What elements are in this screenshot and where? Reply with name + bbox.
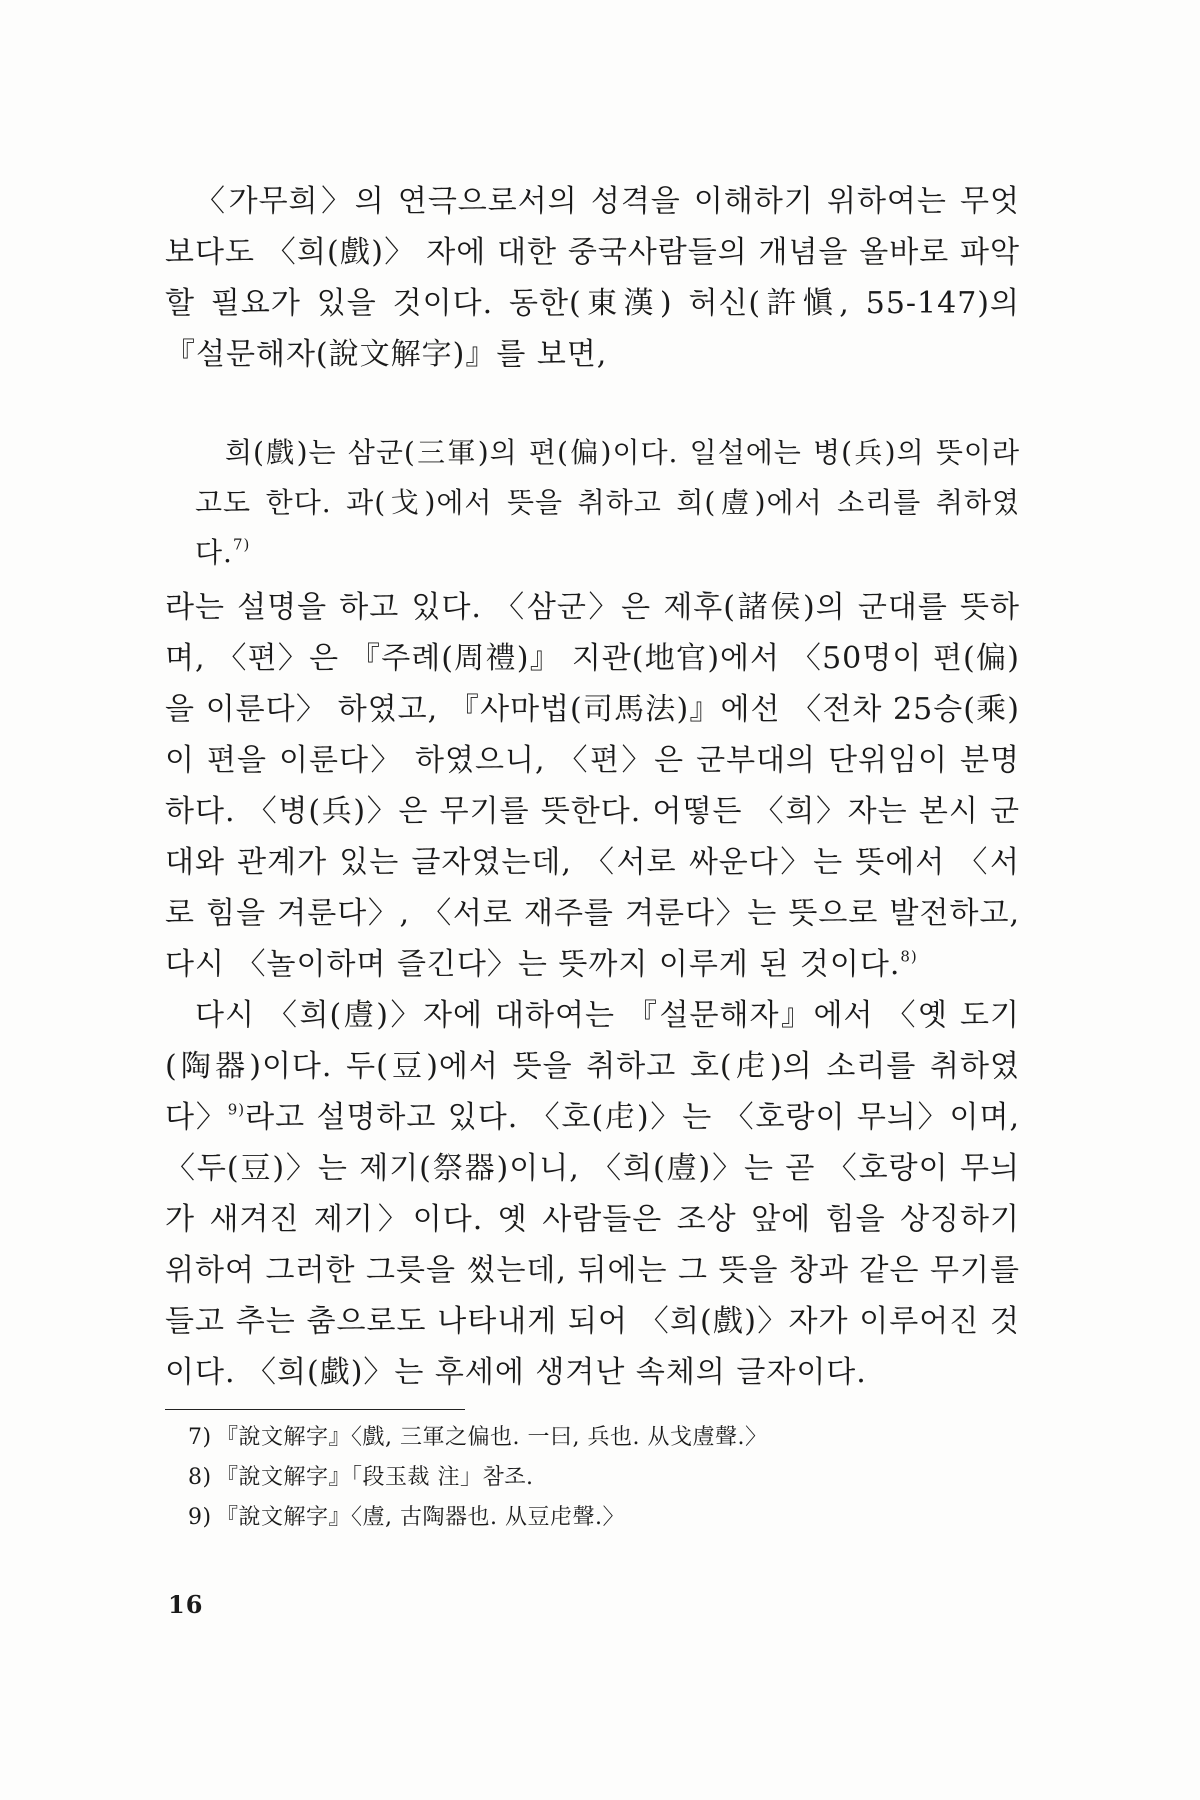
footnote-number: 8) (188, 1465, 212, 1490)
block-quote (195, 428, 1020, 578)
body-paragraph-2-text-b: 라고 설명하고 있다. 〈호(虍)〉는 〈호랑이 무늬〉이며, 〈두(豆)〉는 제기(祭器)이니, 〈희(䖒)〉는 곧 〈호랑이 무늬가 새겨진 제기〉이다. 옛 사람들은 조상 앞에 힘을 상징하기 위하여 그러한 그릇을 썼는데, 뒤에는 그 뜻을 창과 같은 무기를 들고 추는 춤으로도 나타내게 되어 〈희(戲)〉자가 이루어진 것이다. 〈희(戱)〉는 후세에 생겨난 속체의 글자이다. (165, 1100, 1020, 1390)
footnote-item (188, 1418, 1008, 1458)
footnotes (188, 1418, 1008, 1538)
quote-text: 희(戲)는 삼군(三軍)의 편(偏)이다. 일설에는 병(兵)의 뜻이라고도 한다. 과(戈)에서 뜻을 취하고 희(䖒)에서 소리를 취하였다. (195, 436, 1020, 569)
footnote-divider (165, 1409, 465, 1410)
body-paragraph-1-text: 라는 설명을 하고 있다. 〈삼군〉은 제후(諸侯)의 군대를 뜻하며, 〈편〉은 『주례(周禮)』 지관(地官)에서 〈50명이 편(偏)을 이룬다〉 하였고, 『사마법(司馬法)』에선 〈전차 25승(乘)이 편을 이룬다〉 하였으니, 〈편〉은 군부대의 단위임이 분명하다. 〈병(兵)〉은 무기를 뜻한다. 어떻든 〈희〉자는 본시 군대와 관계가 있는 글자였는데, 〈서로 싸운다〉는 뜻에서 〈서로 힘을 겨룬다〉, 〈서로 재주를 겨룬다〉는 뜻으로 발전하고, 다시 〈놀이하며 즐긴다〉는 뜻까지 이루게 된 것이다. (165, 590, 1020, 982)
footnote-item (188, 1458, 1008, 1498)
intro-section (165, 176, 1020, 380)
intro-paragraph: 〈가무희〉의 연극으로서의 성격을 이해하기 위하여는 무엇보다도 〈희(戲)〉 자에 대한 중국사람들의 개념을 올바로 파악할 필요가 있을 것이다. 동한(東漢) 허신(許愼, 55-147)의 『설문해자(說文解字)』를 보면, (165, 184, 1020, 372)
page-number: 16 (168, 1590, 204, 1619)
footnote-number: 7) (188, 1425, 212, 1450)
footnote-item (188, 1498, 1008, 1538)
body-paragraph-2 (165, 990, 1020, 1398)
body-section (165, 582, 1020, 1398)
footnote-number: 9) (188, 1505, 212, 1530)
footnote-ref-9: 9) (227, 1100, 246, 1119)
body-paragraph-1 (165, 582, 1020, 990)
footnote-ref-8: 8) (900, 947, 918, 966)
footnote-text: 『說文解字』〈戲, 三軍之偏也. 一曰, 兵也. 从戈䖒聲.〉 (216, 1425, 768, 1450)
footnote-text: 『說文解字』「段玉裁 注」참조. (216, 1465, 534, 1490)
body-paragraph-2-text-a: 다시 〈희(䖒)〉자에 대하여는 『설문해자』에서 〈옛 도기(陶器)이다. 두(豆)에서 뜻을 취하고 호(虍)의 소리를 취하였다〉 (165, 998, 1020, 1135)
footnote-ref-7: 7) (232, 535, 251, 554)
footnote-text: 『說文解字』〈䖒, 古陶器也. 从豆虍聲.〉 (216, 1505, 625, 1530)
